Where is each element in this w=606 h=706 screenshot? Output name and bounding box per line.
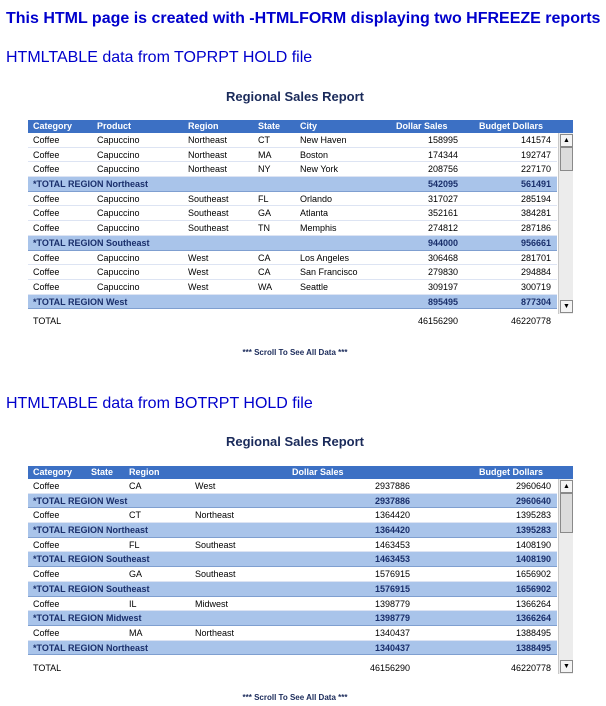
top-report-title: Regional Sales Report (226, 89, 364, 104)
cell-category: Coffee (33, 208, 60, 219)
cell-category: Coffee (33, 135, 60, 145)
cell-state: GA (258, 208, 272, 219)
cell-category: Coffee (33, 193, 60, 204)
cell-category: Coffee (33, 539, 60, 550)
table-row (28, 265, 557, 280)
col-header-state: State (91, 467, 114, 477)
top-table-header (28, 120, 573, 133)
table-row (28, 626, 557, 641)
table-row (28, 280, 557, 295)
cell-city: San Francisco (300, 267, 358, 278)
subtotal-label: *TOTAL REGION Northeast (33, 179, 149, 190)
table-row (28, 162, 557, 177)
cell-product: Capuccino (97, 267, 140, 278)
cell-product: Capuccino (97, 208, 140, 219)
subtotal-row (28, 295, 557, 310)
cell-region: Northeast (195, 627, 235, 638)
scroll-up-arrow-icon[interactable]: ▲ (560, 480, 573, 493)
cell-dollar-sales: 306468 (427, 252, 458, 263)
col-header-category: Category (33, 467, 73, 477)
col-header-dollar-sales: Dollar Sales (396, 121, 448, 131)
cell-budget-dollars: 285194 (520, 193, 551, 204)
cell-budget-dollars: 561491 (520, 179, 551, 190)
cell-state: TN (258, 223, 270, 234)
table-row (28, 133, 557, 148)
top-table-rows (28, 133, 557, 309)
cell-product: Capuccino (97, 252, 140, 263)
cell-dollar-sales: 1398779 (374, 598, 410, 609)
cell-budget-dollars: 141574 (520, 135, 551, 145)
cell-dollar-sales: 174344 (427, 149, 458, 160)
cell-budget-dollars: 1408190 (515, 539, 551, 550)
subtotal-row (28, 494, 557, 509)
cell-state: CA (258, 252, 271, 263)
table-row (28, 206, 557, 221)
cell-state: CA (129, 481, 142, 491)
cell-dollar-sales: 309197 (427, 281, 458, 292)
bottom-report-table (28, 466, 573, 674)
cell-region: Midwest (195, 598, 229, 609)
table-row (28, 508, 557, 523)
cell-product: Capuccino (97, 149, 140, 160)
cell-region: Northeast (188, 149, 228, 160)
cell-budget-dollars: 384281 (520, 208, 551, 219)
cell-state: CT (129, 510, 141, 521)
cell-category: Coffee (33, 569, 60, 580)
cell-dollar-sales: 1463453 (374, 539, 410, 550)
bottom-table-scroll-area[interactable] (28, 479, 573, 674)
cell-product: Capuccino (97, 193, 140, 204)
scroll-down-arrow-icon[interactable]: ▼ (560, 300, 573, 313)
cell-dollar-sales: 1463453 (374, 554, 410, 565)
cell-city: Boston (300, 149, 329, 160)
cell-city: Atlanta (300, 208, 329, 219)
subtotal-label: *TOTAL REGION Northeast (33, 525, 149, 536)
bottom-scrollbar[interactable] (558, 479, 573, 674)
cell-dollar-sales: 208756 (427, 164, 458, 175)
cell-budget-dollars: 1388495 (515, 627, 551, 638)
grand-total-budget: 46220778 (510, 316, 551, 326)
cell-category: Coffee (33, 252, 60, 263)
col-header-state: State (258, 121, 281, 131)
cell-dollar-sales: 1576915 (374, 569, 410, 580)
cell-budget-dollars: 1366264 (515, 613, 551, 624)
cell-dollar-sales: 542095 (427, 179, 458, 190)
cell-budget-dollars: 192747 (520, 149, 551, 160)
cell-region: Northeast (188, 164, 228, 175)
top-scrollbar[interactable] (558, 133, 573, 314)
cell-state: IL (129, 598, 137, 609)
cell-budget-dollars: 281701 (520, 252, 551, 263)
table-row (28, 148, 557, 163)
cell-category: Coffee (33, 164, 60, 175)
cell-category: Coffee (33, 149, 60, 160)
cell-dollar-sales: 1340437 (374, 642, 410, 653)
subtotal-row (28, 641, 557, 656)
cell-category: Coffee (33, 627, 60, 638)
col-header-category: Category (33, 121, 73, 131)
cell-budget-dollars: 300719 (520, 281, 551, 292)
cell-budget-dollars: 877304 (520, 296, 551, 307)
cell-budget-dollars: 287186 (520, 223, 551, 234)
col-header-region: Region (129, 467, 160, 477)
cell-dollar-sales: 352161 (427, 208, 458, 219)
subtotal-label: *TOTAL REGION Southeast (33, 554, 150, 565)
cell-category: Coffee (33, 598, 60, 609)
page-heading: This HTML page is created with -HTMLFORM displaying two HFREEZE reports (6, 10, 601, 27)
cell-dollar-sales: 2937886 (374, 495, 410, 506)
subtotal-label: *TOTAL REGION West (33, 296, 128, 307)
cell-budget-dollars: 1656902 (515, 569, 551, 580)
cell-category: Coffee (33, 281, 60, 292)
bottom-scrollbar-thumb[interactable] (560, 493, 573, 533)
cell-dollar-sales: 1364420 (374, 525, 410, 536)
subtotal-label: *TOTAL REGION Southeast (33, 583, 150, 594)
cell-product: Capuccino (97, 164, 140, 175)
cell-region: West (188, 281, 209, 292)
subtotal-label: *TOTAL REGION West (33, 495, 128, 506)
cell-budget-dollars: 1366264 (515, 598, 551, 609)
cell-budget-dollars: 1656902 (515, 583, 551, 594)
grand-total-dollar: 46156290 (369, 663, 410, 673)
cell-state: CT (258, 135, 270, 145)
top-scroll-note: *** Scroll To See All Data *** (242, 348, 348, 357)
cell-dollar-sales: 2937886 (374, 481, 410, 491)
bottom-table-rows (28, 479, 557, 655)
bottom-section-title: HTMLTABLE data from BOTRPT HOLD file (6, 395, 313, 412)
cell-dollar-sales: 279830 (427, 267, 458, 278)
cell-dollar-sales: 1364420 (374, 510, 410, 521)
cell-category: Coffee (33, 267, 60, 278)
grand-total-label: TOTAL (33, 316, 62, 326)
top-section-title: HTMLTABLE data from TOPRPT HOLD file (6, 49, 313, 66)
cell-city: New Haven (300, 135, 347, 145)
cell-region: Southeast (195, 539, 236, 550)
cell-category: Coffee (33, 223, 60, 234)
cell-state: GA (129, 569, 143, 580)
cell-region: Southeast (188, 208, 229, 219)
col-header-region: Region (188, 121, 219, 131)
scroll-up-arrow-icon[interactable]: ▲ (560, 134, 573, 147)
table-row (28, 538, 557, 553)
scroll-down-arrow-icon[interactable]: ▼ (560, 660, 573, 673)
cell-budget-dollars: 1408190 (515, 554, 551, 565)
cell-product: Capuccino (97, 223, 140, 234)
cell-region: Northeast (195, 510, 235, 521)
top-table-scroll-area[interactable] (28, 133, 573, 314)
cell-state: CA (258, 267, 271, 278)
cell-state: FL (258, 193, 269, 204)
bottom-scroll-note: *** Scroll To See All Data *** (242, 693, 348, 702)
grand-total-budget: 46220778 (510, 663, 551, 673)
cell-dollar-sales: 944000 (427, 237, 458, 248)
cell-region: West (195, 481, 216, 491)
cell-budget-dollars: 956661 (520, 237, 551, 248)
subtotal-label: *TOTAL REGION Northeast (33, 642, 149, 653)
cell-budget-dollars: 1395283 (515, 510, 551, 521)
subtotal-row (28, 523, 557, 538)
subtotal-row (28, 552, 557, 567)
table-row (28, 479, 557, 494)
cell-region: West (188, 267, 209, 278)
cell-category: Coffee (33, 481, 60, 491)
cell-region: West (188, 252, 209, 263)
top-report-table (28, 120, 573, 326)
table-row (28, 221, 557, 236)
subtotal-row (28, 236, 557, 251)
cell-city: Seattle (300, 281, 329, 292)
cell-budget-dollars: 227170 (520, 164, 551, 175)
subtotal-row (28, 611, 557, 626)
cell-state: WA (258, 281, 273, 292)
bottom-grand-total-row (28, 663, 557, 675)
cell-state: FL (129, 539, 140, 550)
col-header-product: Product (97, 121, 132, 131)
cell-budget-dollars: 2960640 (515, 495, 551, 506)
top-grand-total-row (28, 316, 557, 328)
table-row (28, 597, 557, 612)
cell-budget-dollars: 1388495 (515, 642, 551, 653)
cell-product: Capuccino (97, 135, 140, 145)
cell-city: New York (300, 164, 339, 175)
cell-dollar-sales: 1398779 (374, 613, 410, 624)
top-scrollbar-thumb[interactable] (560, 147, 573, 171)
cell-state: NY (258, 164, 271, 175)
col-header-city: City (300, 121, 318, 131)
cell-dollar-sales: 158995 (427, 135, 458, 145)
cell-budget-dollars: 294884 (520, 267, 551, 278)
cell-city: Memphis (300, 223, 337, 234)
grand-total-dollar: 46156290 (417, 316, 458, 326)
grand-total-label: TOTAL (33, 663, 62, 673)
bottom-report-title: Regional Sales Report (226, 434, 364, 449)
cell-region: Southeast (188, 223, 229, 234)
bottom-table-header (28, 466, 573, 479)
subtotal-row (28, 582, 557, 597)
cell-city: Orlando (300, 193, 333, 204)
table-row (28, 567, 557, 582)
cell-region: Southeast (188, 193, 229, 204)
cell-budget-dollars: 1395283 (515, 525, 551, 536)
col-header-budget-dollars: Budget Dollars (479, 467, 544, 477)
cell-dollar-sales: 895495 (427, 296, 458, 307)
cell-category: Coffee (33, 510, 60, 521)
cell-city: Los Angeles (300, 252, 350, 263)
subtotal-label: *TOTAL REGION Midwest (33, 613, 142, 624)
cell-region: Southeast (195, 569, 236, 580)
table-row (28, 251, 557, 266)
cell-dollar-sales: 317027 (427, 193, 458, 204)
cell-dollar-sales: 1340437 (374, 627, 410, 638)
table-row (28, 192, 557, 207)
cell-dollar-sales: 274812 (427, 223, 458, 234)
cell-dollar-sales: 1576915 (374, 583, 410, 594)
col-header-dollar-sales: Dollar Sales (292, 467, 344, 477)
cell-budget-dollars: 2960640 (515, 481, 551, 491)
subtotal-label: *TOTAL REGION Southeast (33, 237, 150, 248)
col-header-budget-dollars: Budget Dollars (479, 121, 544, 131)
cell-region: Northeast (188, 135, 228, 145)
cell-state: MA (129, 627, 143, 638)
cell-state: MA (258, 149, 272, 160)
subtotal-row (28, 177, 557, 192)
cell-product: Capuccino (97, 281, 140, 292)
